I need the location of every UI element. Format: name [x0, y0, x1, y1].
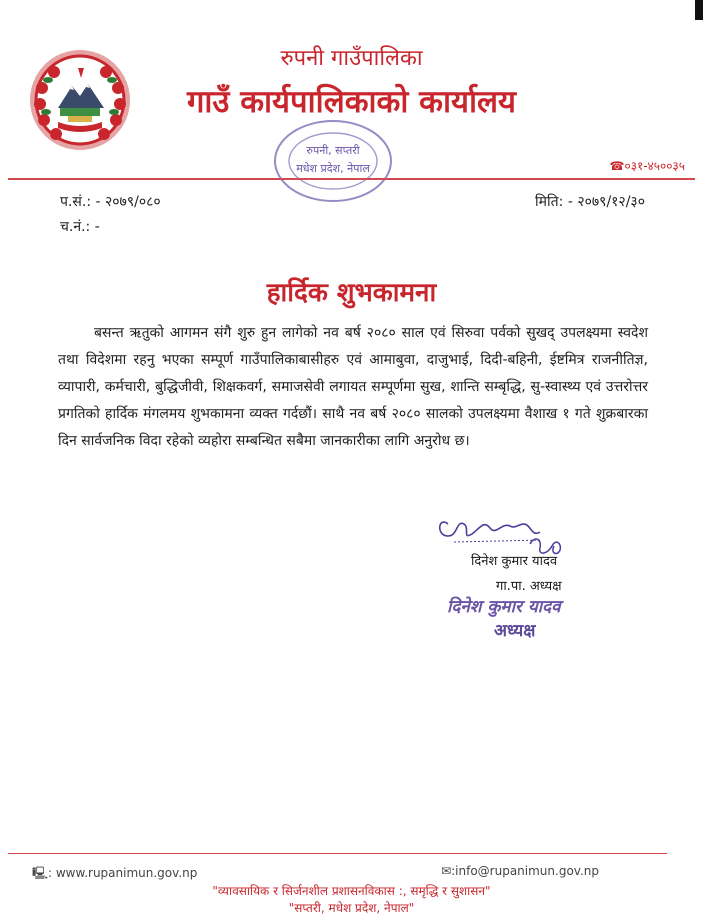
email-link[interactable]: ✉:info@rupanimun.gov.np [441, 864, 599, 878]
header-divider [8, 178, 695, 180]
stamp-line-1: रुपनी, सप्तरी [306, 144, 360, 157]
dispatch-number: च.नं.: - [60, 219, 100, 235]
office-seal-stamp [268, 112, 398, 210]
footer-address: "सप्तरी, मधेश प्रदेश, नेपाल" [288, 901, 415, 915]
website-link[interactable]: 🖳: www.rupanimun.gov.np [32, 866, 198, 880]
footer-divider [8, 853, 667, 854]
phone-number: ☎०३१-४५००३५ [609, 159, 685, 173]
footer-slogan: "व्यावसायिक र सिर्जनशील प्रशासनविकास :, समृद्धि र सुशासन" [212, 884, 491, 898]
letter-heading: हार्दिक शुभकामना [266, 278, 437, 308]
reference-number: प.सं.: - २०७९/०८० [60, 194, 161, 210]
letter-date: मिति: - २०७९/१२/३० [535, 194, 645, 210]
office-title: गाउँ कार्यपालिकाको कार्यालय [186, 84, 517, 120]
signatory-stamp-name: दिनेश कुमार यादव [447, 597, 561, 617]
scan-edge [695, 0, 703, 20]
stamp-line-2: मधेश प्रदेश, नेपाल [296, 162, 370, 175]
signatory-title: गा.पा. अध्यक्ष [496, 579, 562, 594]
signatory-stamp-title: अध्यक्ष [494, 621, 536, 641]
municipality-name: रुपनी गाउँपालिका [280, 46, 423, 71]
signatory-name: दिनेश कुमार यादव [471, 554, 558, 569]
letter-body: बसन्त ऋतुको आगमन संगै शुरु हुन लागेको नव बर्ष २०८० साल एवं सिरुवा पर्वको सुखद् उपलक्ष्यमा स्वदेश तथा विदेशमा रहनु भएका सम्पूर्ण गाउँपालिकाबासीहरु एवं आमाबुवा, दाजुभाई, दिदी-बहिनी, ईष्टमित्र राजनीतिज्ञ, व्यापारी, कर्मचारी, बुद्धिजीवी, शिक्षकवर्ग, समाजसेवी लगायत सम्पूर्णमा सुख, शान्ति सम्बृद्धि, सु-स्वास्थ्य एवं उत्तरोत्तर प्रगतिको हार्दिक मंगलमय शुभकामना व्यक्त गर्दछौं। साथै नव बर्ष २०८० सालको उपलक्ष्यमा वैशाख १ गते शुक्रबारका दिन सार्वजनिक विदा रहेको व्यहोरा सम्बन्धित सबैमा जानकारीका लागि अनुरोध छ। [58, 325, 648, 449]
